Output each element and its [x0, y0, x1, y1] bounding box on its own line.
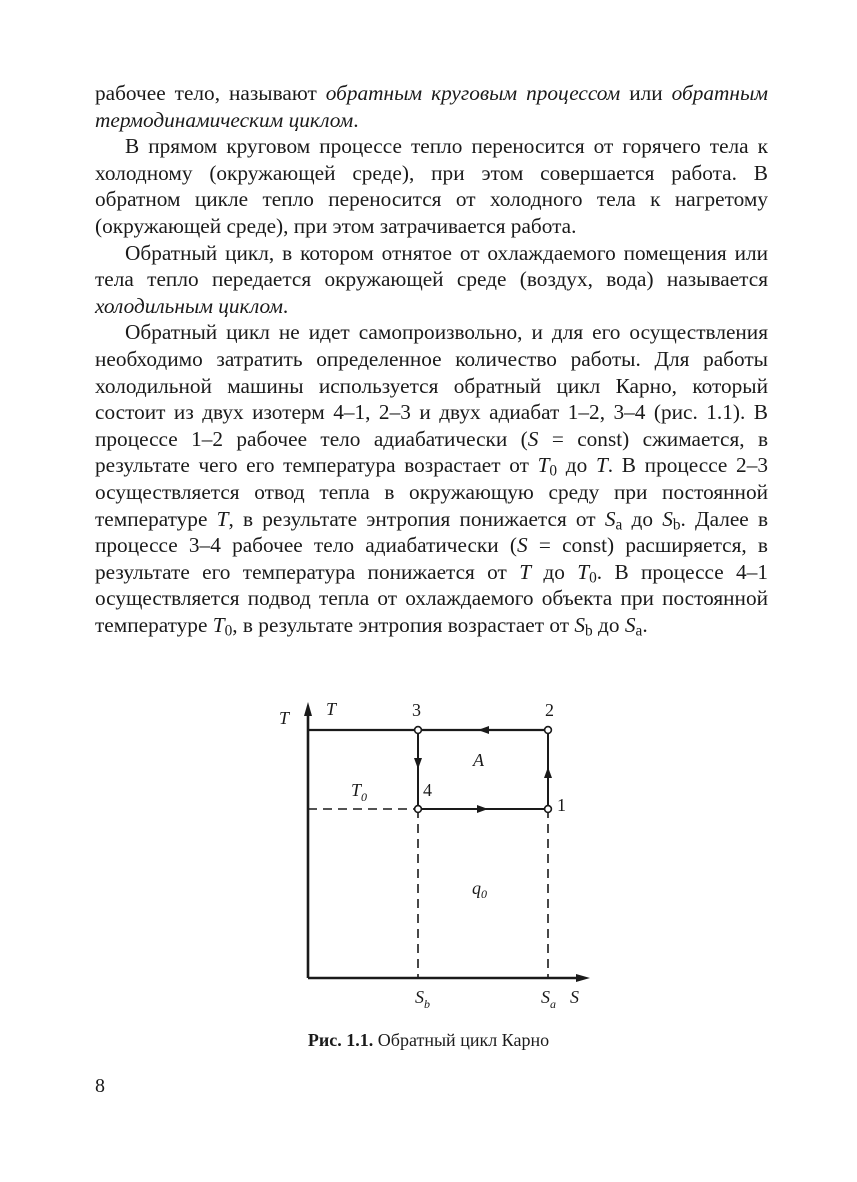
caption-label: Рис. 1.1. — [307, 1030, 374, 1050]
point-3-label: 3 — [412, 700, 421, 720]
paragraph-4: Обратный цикл не идет самопроизвольно, и для его осуществления необходимо затратить определенное количество работы. Для работы холодильной машины используется обратный цикл Карно, который состоит из двух изотерм 4–1, 2–3 и двух адиабат 1–2, 3–4 (рис. 1.1). В процессе 1–2 рабочее тело адиабатически (S = const) сжимается, в результате чего его температура возрастает от $T_0$ до T. В процессе 2–3 осуществляется отвод тепла в окружающую среду при постоянной температуре T, в результате энтропия понижается от $S_a$ до $S_b$. Далее в процессе 3–4 рабочее тело адиабатически (S = const) расширяется, в результате его температура понижается от T до $T_0$. В процессе 4–1 осуществляется подвод тепла от охлаждаемого объекта при постоянной температуре $T_0$, в результате энтропия возрастает от $S_b$ до $S_a$. — [95, 320, 768, 640]
t-axis-arrow — [304, 702, 312, 716]
arrow-1-2 — [544, 767, 552, 778]
s-axis-label: S — [570, 987, 579, 1007]
sb-label: $S_b$ — [415, 987, 430, 1011]
heat-label: $q_0$ — [472, 878, 487, 901]
point-1-marker — [545, 806, 552, 813]
point-1-label: 1 — [557, 795, 566, 815]
caption-text: Обратный цикл Карно — [373, 1030, 550, 1050]
s-axis-arrow — [576, 974, 590, 982]
arrow-4-1 — [477, 805, 488, 813]
t-line-label: T — [326, 699, 337, 719]
point-2-label: 2 — [545, 700, 554, 720]
page-number: 8 — [95, 1075, 105, 1097]
t0-label: $T_0$ — [351, 780, 368, 804]
paragraph-2: В прямом круговом процессе тепло переносится от горячего тела к холодному (окружающей среде), при этом совершается работа. В обратном цикле тепло переносится от холодного тела к нагретому (окружающей среде), при этом затрачивается работа. — [95, 134, 768, 238]
work-label: A — [473, 750, 484, 770]
sa-label: $S_a$ — [541, 987, 556, 1011]
paragraph-1: рабочее тело, называют обратным круговым процессом или обратным термодинамическим циклом. — [95, 81, 768, 132]
point-3-marker — [415, 727, 422, 734]
figure-caption — [0, 1030, 857, 1051]
point-4-label: 4 — [423, 780, 432, 800]
point-2-marker — [545, 727, 552, 734]
t-axis-label: T — [279, 708, 290, 728]
paragraph-3: Обратный цикл, в котором отнятое от охлаждаемого помещения или тела тепло передается окружающей среде (воздух, вода) называется холодильным циклом. — [95, 240, 768, 318]
point-4-marker — [415, 806, 422, 813]
arrow-2-3 — [478, 726, 489, 734]
arrow-3-4 — [414, 758, 422, 769]
